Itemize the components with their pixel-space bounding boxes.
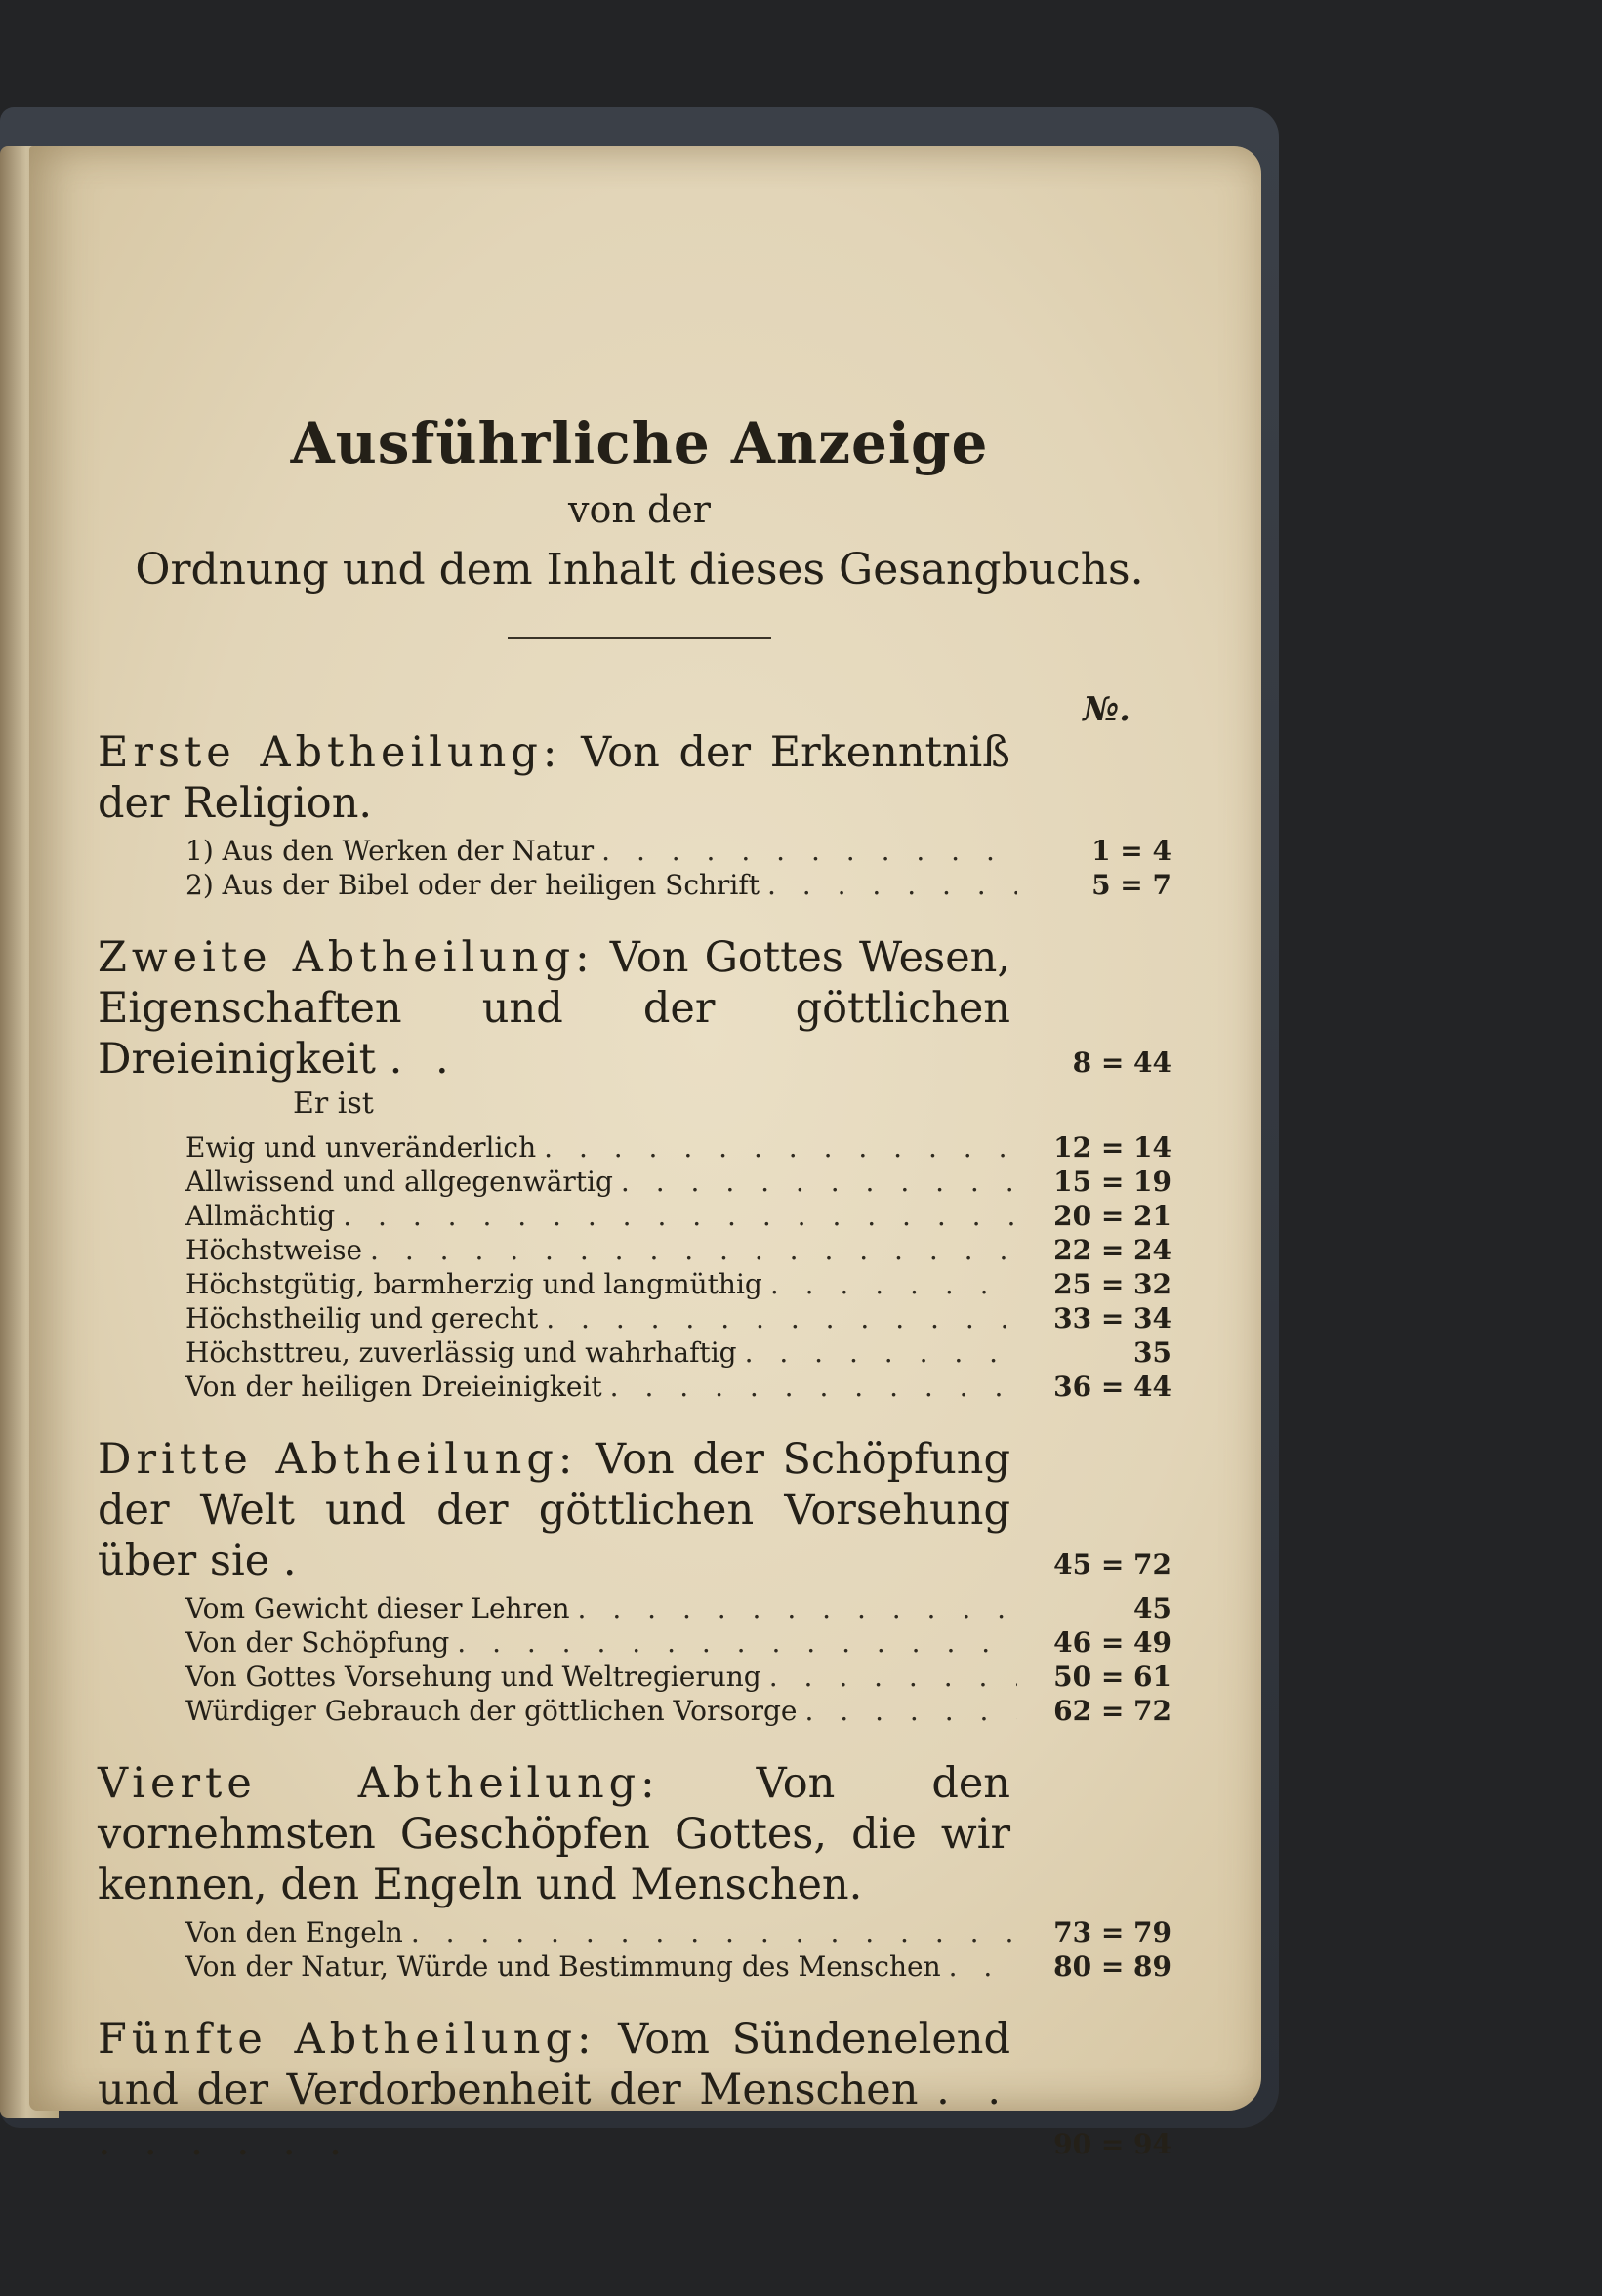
toc-entry xyxy=(185,1660,1171,1695)
section-heading xyxy=(98,1758,1171,1910)
entry-range: 50 = 61 xyxy=(1053,1660,1171,1693)
entry-range: 22 = 24 xyxy=(1053,1233,1171,1266)
section-text: Von der Schöpfung der Welt und der göttlichen Vorsehung über sie xyxy=(98,1434,1011,1585)
sections-list xyxy=(98,727,1181,2166)
toc-entry xyxy=(185,1166,1171,1200)
toc-entry xyxy=(185,1336,1171,1371)
section-heading xyxy=(98,2014,1171,2166)
toc-entry xyxy=(185,1371,1171,1405)
dot-leader xyxy=(411,1916,1017,1948)
table-of-contents xyxy=(98,410,1181,2172)
dot-leader xyxy=(805,1695,1018,1727)
entry-label: Von den Engeln xyxy=(185,1915,403,1948)
entry-label: Von der Schöpfung xyxy=(185,1625,450,1659)
entry-range: 1 = 4 xyxy=(1091,834,1171,867)
entry-range: 12 = 14 xyxy=(1053,1130,1171,1164)
entry-list xyxy=(98,1131,1181,1405)
dot-leader xyxy=(546,1302,1017,1334)
toc-entry xyxy=(185,1695,1171,1729)
page-title: Ausführliche Anzeige xyxy=(290,410,989,476)
entry-range: 73 = 79 xyxy=(1053,1915,1171,1948)
section-range: 45 = 72 xyxy=(1053,1547,1171,1580)
entry-list xyxy=(98,1592,1181,1729)
entry-range: 80 = 89 xyxy=(1053,1949,1171,1983)
entry-range: 46 = 49 xyxy=(1053,1625,1171,1659)
section-range: 8 = 44 xyxy=(1072,1046,1171,1079)
section-label: Dritte Abtheilung: xyxy=(98,1434,578,1484)
entry-list xyxy=(98,1916,1181,1985)
page-subtitle: von der xyxy=(568,487,711,531)
section-range: 90 = 94 xyxy=(1053,2127,1171,2160)
toc-entry xyxy=(185,1916,1171,1950)
entry-label: Höchstweise xyxy=(185,1233,363,1266)
entry-list xyxy=(98,835,1181,903)
section-heading xyxy=(98,727,1171,829)
dot-leader xyxy=(770,1268,1017,1300)
section-label: Erste Abtheilung: xyxy=(98,727,562,777)
dot-leader xyxy=(767,869,1017,901)
section-heading xyxy=(98,1434,1171,1586)
section xyxy=(98,932,1181,1405)
dot-leader xyxy=(610,1371,1017,1403)
toc-entry xyxy=(185,1268,1171,1302)
section-text: Von Gottes Wesen, Eigenschaften und der göttlichen Dreieinigkeit xyxy=(98,932,1011,1084)
toc-entry xyxy=(185,835,1171,869)
entry-label: Von Gottes Vorsehung und Weltregierung xyxy=(185,1660,761,1693)
entry-label: Allwissend und allgegenwärtig xyxy=(185,1165,613,1198)
entry-label: Von der Natur, Würde und Bestimmung des Menschen xyxy=(185,1949,941,1983)
section-title xyxy=(98,2014,1010,2166)
entry-range: 62 = 72 xyxy=(1053,1694,1171,1727)
section-text: Von den vornehmsten Geschöpfen Gottes, die wir kennen, den Engeln und Menschen. xyxy=(98,1758,1010,1909)
toc-entry xyxy=(185,1592,1171,1626)
dot-leader xyxy=(601,835,1017,867)
section-label: Zweite Abtheilung: xyxy=(98,932,595,982)
entry-range: 35 xyxy=(1133,1335,1171,1369)
section-title xyxy=(98,1434,1010,1586)
toc-entry xyxy=(185,1234,1171,1268)
section-intro: Er ist xyxy=(293,1086,374,1121)
section-leader-dots: . . . . . . . . xyxy=(98,2065,1011,2165)
toc-entry xyxy=(185,1302,1171,1336)
entry-label: 2) Aus der Bibel oder der heiligen Schrift xyxy=(185,868,760,901)
entry-range: 5 = 7 xyxy=(1091,868,1171,901)
entry-label: Höchstheilig und gerecht xyxy=(185,1301,539,1334)
section-text: Vom Sündenelend und der Verdorbenheit der Menschen xyxy=(98,2014,1010,2114)
section-title xyxy=(98,932,1010,1085)
dot-leader xyxy=(343,1200,1017,1232)
page-subtitle-line2: Ordnung und dem Inhalt dieses Gesangbuchs. xyxy=(135,544,1144,594)
dot-leader xyxy=(457,1626,1017,1659)
entry-label: Vom Gewicht dieser Lehren xyxy=(185,1591,570,1624)
section-heading xyxy=(98,932,1171,1085)
entry-label: Allmächtig xyxy=(185,1199,336,1232)
section-title xyxy=(98,1758,1010,1910)
section xyxy=(98,1758,1181,1985)
section xyxy=(98,2014,1181,2166)
toc-entry xyxy=(185,1626,1171,1660)
section-title xyxy=(98,727,1010,829)
entry-range: 33 = 34 xyxy=(1053,1301,1171,1334)
entry-range: 36 = 44 xyxy=(1053,1370,1171,1403)
section xyxy=(98,1434,1181,1729)
toc-entry xyxy=(185,869,1171,903)
section-text: Von der Erkenntniß der Religion. xyxy=(98,727,1011,828)
dot-leader xyxy=(578,1592,1017,1624)
entry-label: Ewig und unveränderlich xyxy=(185,1130,537,1164)
dot-leader xyxy=(949,1950,1017,1983)
dot-leader xyxy=(370,1234,1017,1266)
toc-entry xyxy=(185,1200,1171,1234)
section-range xyxy=(1010,823,1171,829)
section-label: Fünfte Abtheilung: xyxy=(98,2014,596,2064)
dot-leader xyxy=(745,1336,1017,1369)
dot-leader xyxy=(544,1131,1017,1164)
entry-label: Höchstgütig, barmherzig und langmüthig xyxy=(185,1267,762,1300)
dot-leader xyxy=(621,1166,1017,1198)
section xyxy=(98,727,1181,903)
entry-range: 20 = 21 xyxy=(1053,1199,1171,1232)
entry-label: Von der heiligen Dreieinigkeit xyxy=(185,1370,602,1403)
section-leader-dots: . . xyxy=(389,1034,459,1084)
section-range xyxy=(1010,1905,1171,1910)
section-label: Vierte Abtheilung: xyxy=(98,1758,660,1808)
section-leader-dots: . xyxy=(282,1536,307,1585)
entry-range: 15 = 19 xyxy=(1053,1165,1171,1198)
entry-range: 25 = 32 xyxy=(1053,1267,1171,1300)
toc-entry xyxy=(185,1131,1171,1166)
entry-range: 45 xyxy=(1133,1591,1171,1624)
entry-label: 1) Aus den Werken der Natur xyxy=(185,834,595,867)
entry-label: Würdiger Gebrauch der göttlichen Vorsorge xyxy=(185,1694,798,1727)
number-column-header: №. xyxy=(1083,689,1130,729)
entry-label: Höchsttreu, zuverlässig und wahrhaftig xyxy=(185,1335,737,1369)
dot-leader xyxy=(769,1660,1017,1693)
toc-entry xyxy=(185,1950,1171,1985)
title-divider xyxy=(508,637,771,639)
